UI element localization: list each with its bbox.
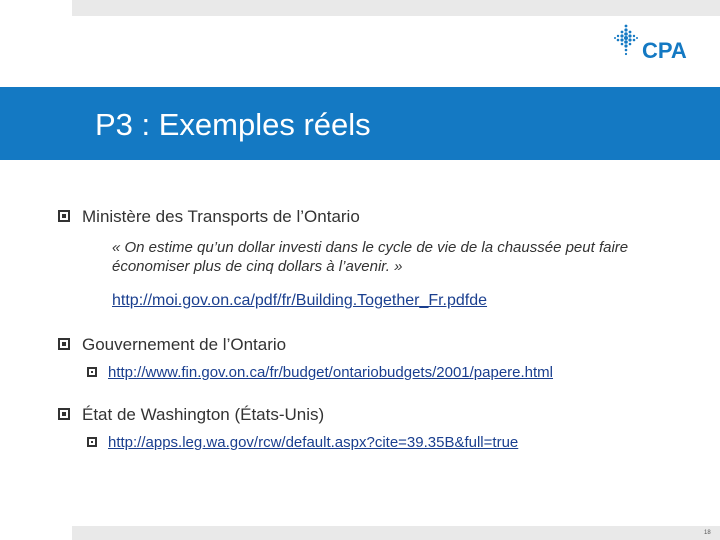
square-bullet-icon [58,338,70,350]
square-bullet-icon [58,408,70,420]
page-number: 18 [704,530,711,536]
square-bullet-icon [87,437,97,447]
cpa-logo [612,20,694,64]
item-label-mto: Ministère des Transports de l’Ontario [82,207,360,226]
item-label-washington: État de Washington (États-Unis) [82,405,325,424]
link-mto-pdf[interactable]: http://moi.gov.on.ca/pdf/fr/Building.Together_Fr.pdfde [112,292,488,309]
slide-title: P3 : Exemples réels [95,107,371,142]
bottom-decor-bar [72,526,720,540]
cpa-maple-dots-icon [614,25,638,56]
link-wa-rcw[interactable]: http://apps.leg.wa.gov/rcw/default.aspx?cite=39.35B&full=true [108,434,519,451]
cpa-logo-text: CPA [642,38,687,63]
link-fin-budget[interactable]: http://www.fin.gov.on.ca/fr/budget/ontariobudgets/2001/papere.html [108,364,554,381]
mto-quote: « On estime qu’un dollar investi dans le cycle de vie de la chaussée peut faire économiser plus de cinq dollars à l’avenir. » [112,239,629,275]
top-decor-bar [72,0,720,16]
square-bullet-icon [58,210,70,222]
square-bullet-icon [87,367,97,377]
item-label-gov-ontario: Gouvernement de l’Ontario [82,335,287,354]
